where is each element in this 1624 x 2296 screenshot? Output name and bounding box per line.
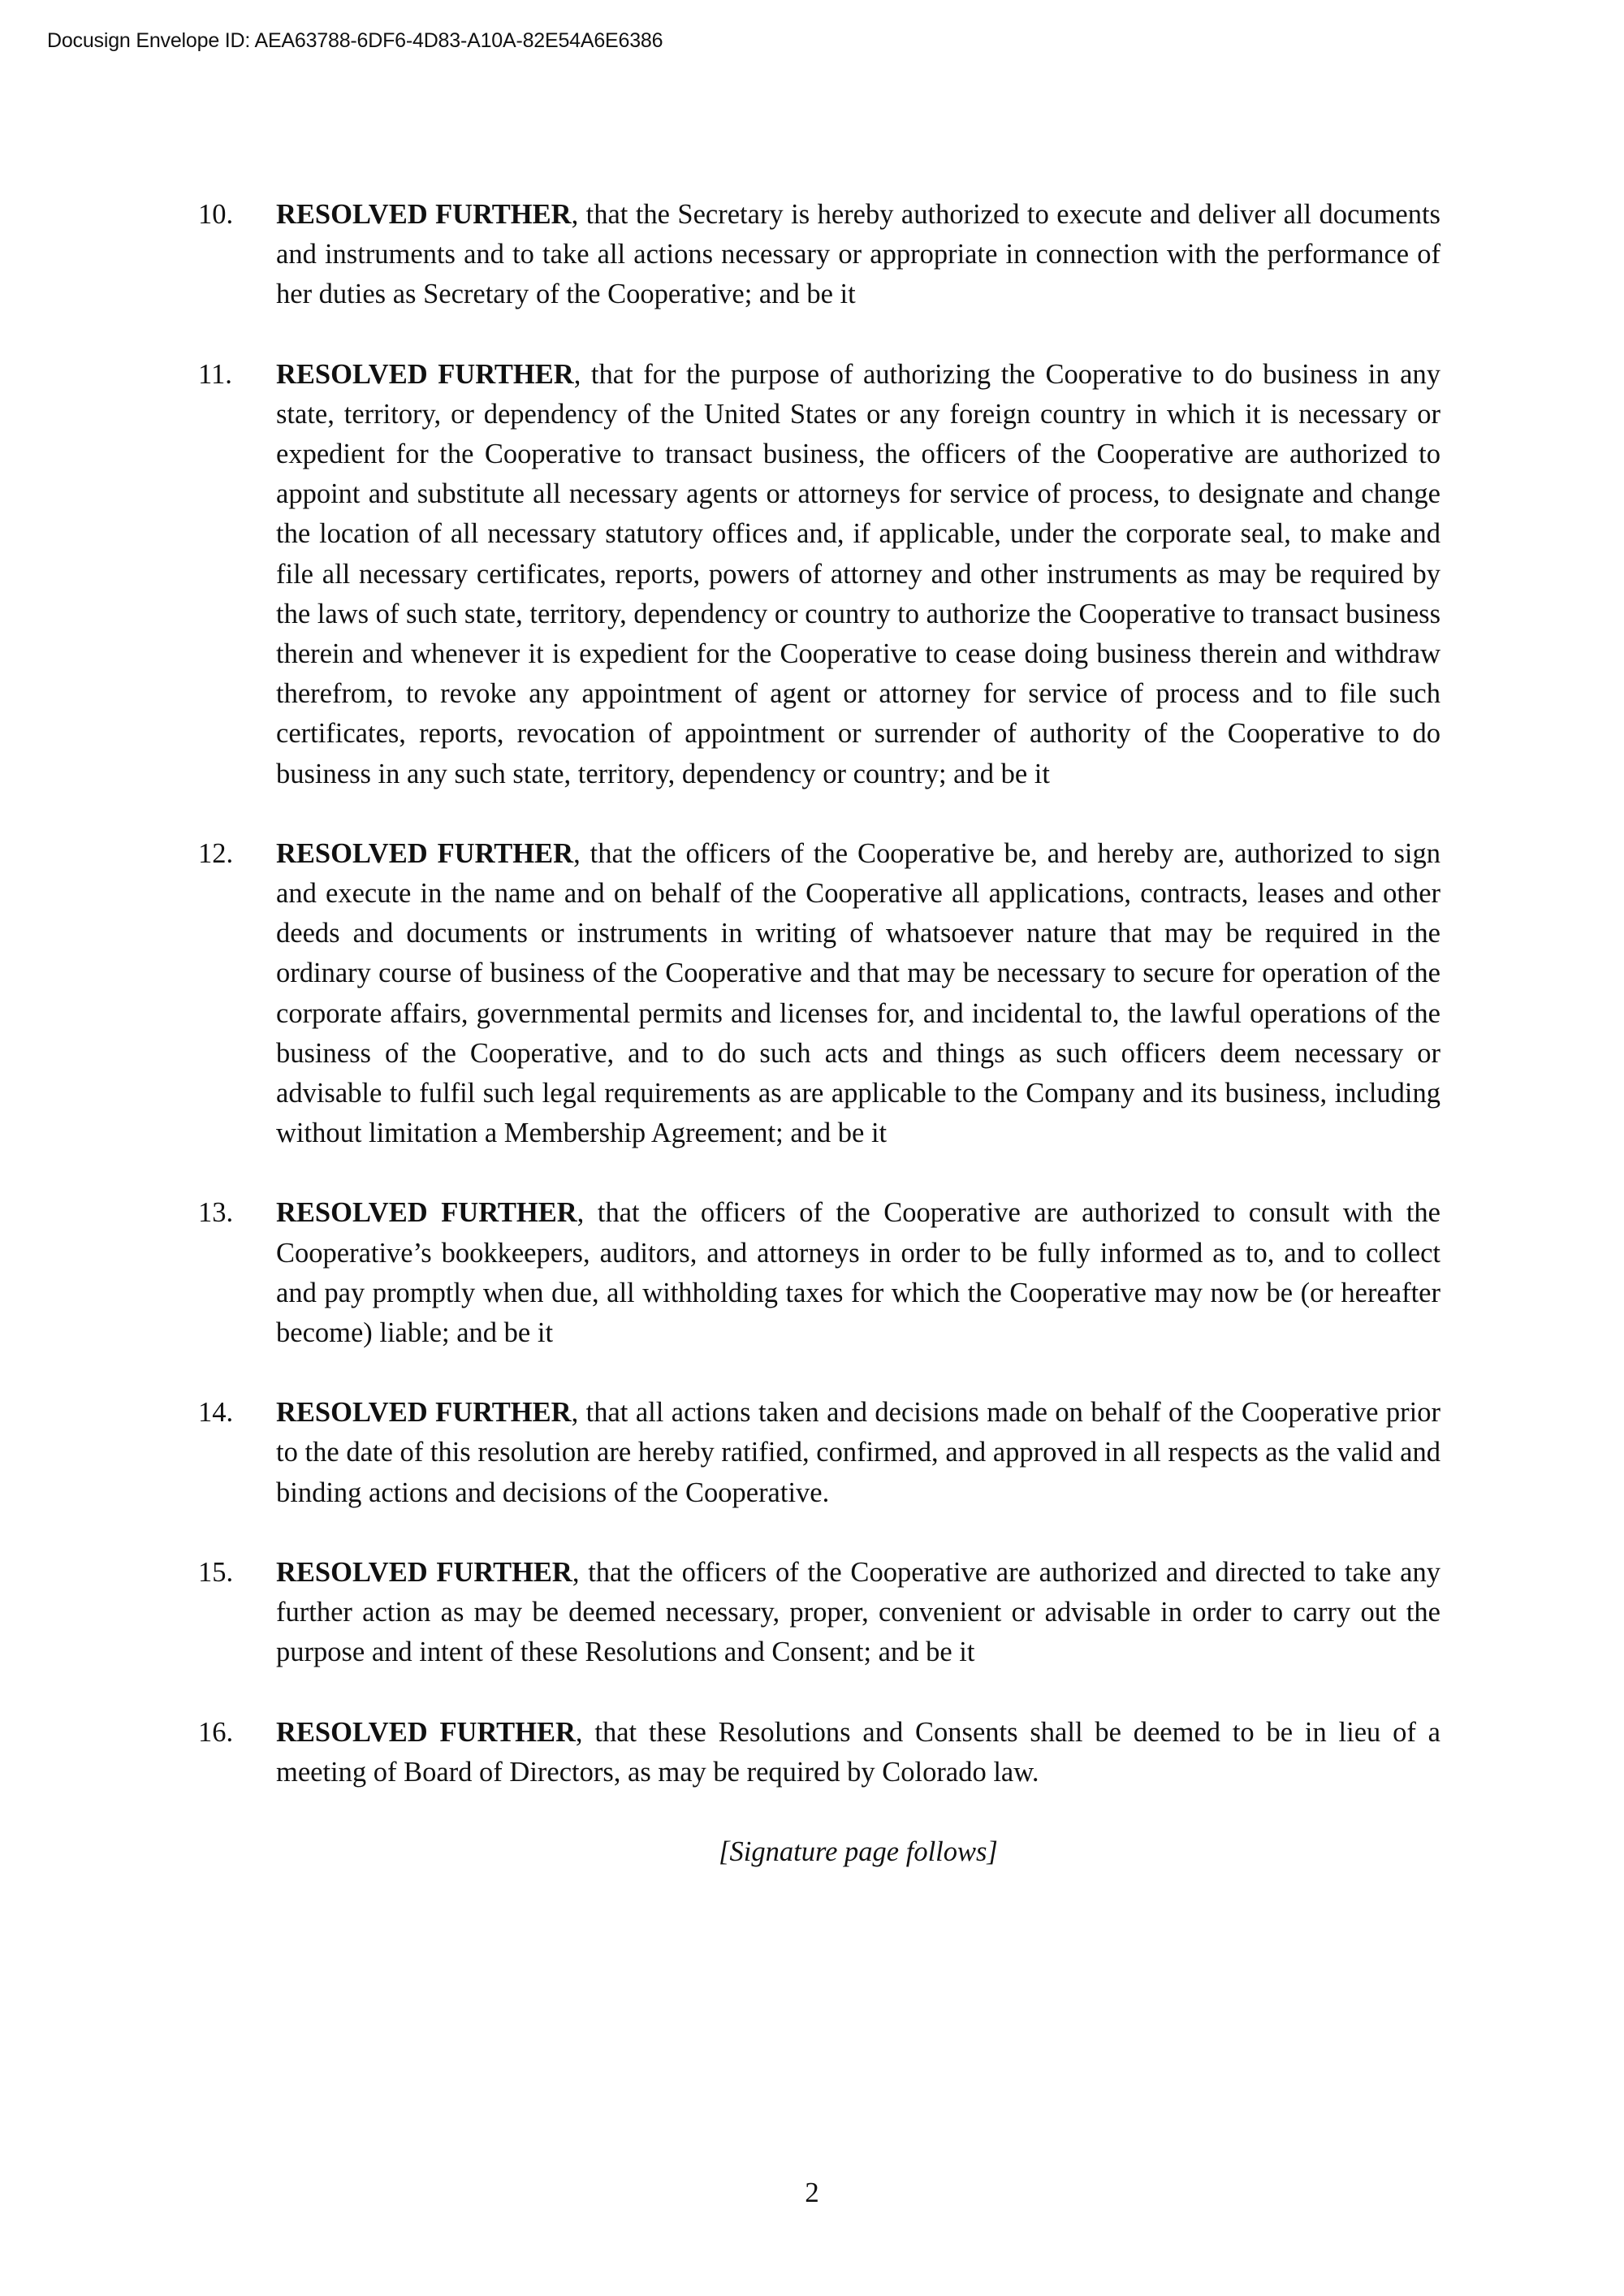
resolution-text: , that these Resolutions and Consents shall be deemed to be in lieu of a meeting of Board of Directors, as may be required by Colorado law. <box>276 1716 1440 1788</box>
resolution-lead: RESOLVED FURTHER <box>276 1397 572 1429</box>
resolution-text: , that the officers of the Cooperative are authorized and directed to take any further action as may be deemed necessary, proper, convenient or advisable in order to carry out the purpose and intent of these Resolutions and Consent; and be it <box>276 1556 1440 1668</box>
resolution-lead: RESOLVED FURTHER <box>276 1556 572 1588</box>
resolution-number: 14. <box>198 1397 234 1429</box>
signature-page-note: [Signature page follows] <box>719 1836 998 1867</box>
resolution-item-12 <box>198 834 1440 1154</box>
resolution-lead: RESOLVED FURTHER <box>276 1716 576 1748</box>
resolution-number: 11. <box>198 358 232 390</box>
resolution-lead: RESOLVED FURTHER <box>276 837 574 869</box>
resolution-text: , that all actions taken and decisions made on behalf of the Cooperative prior to the date of this resolution are hereby ratified, confirmed, and approved in all respects as the valid and binding actions and decisions of the Cooperative. <box>276 1397 1440 1508</box>
resolution-number: 16. <box>198 1716 234 1748</box>
resolution-lead: RESOLVED FURTHER <box>276 1197 577 1229</box>
resolution-item-14 <box>198 1393 1440 1513</box>
resolutions-list <box>198 195 1440 1872</box>
resolution-number: 13. <box>198 1197 234 1229</box>
resolution-lead: RESOLVED FURTHER <box>276 358 574 390</box>
resolution-item-15 <box>198 1553 1440 1673</box>
resolution-text: , that for the purpose of authorizing the Cooperative to do business in any state, territory, or dependency of the United States or any foreign country in which it is necessary or expedient for the Cooperative to transact business, the officers of the Cooperative are authorized to appoint and substitute all necessary agents or attorneys for service of process, to designate and change the location of all necessary statutory offices and, if applicable, under the corporate seal, to make and file all necessary certificates, reports, powers of attorney and other instruments as may be required by the laws of such state, territory, dependency or country to authorize the Cooperative to transact business therein and whenever it is expedient for the Cooperative to cease doing business therein and withdraw therefrom, to revoke any appointment of agent or attorney for service of process and to file such certificates, reports, revocation of appointment or surrender of authority of the Cooperative to do business in any such state, territory, dependency or country; and be it <box>276 358 1440 789</box>
resolution-body <box>276 195 1440 315</box>
resolution-item-11 <box>198 355 1440 794</box>
resolution-body <box>276 1193 1440 1353</box>
resolution-body <box>276 1393 1440 1513</box>
envelope-id-header: Docusign Envelope ID: AEA63788-6DF6-4D83-A10A-82E54A6E6386 <box>47 29 663 52</box>
resolution-text: , that the officers of the Cooperative be, and hereby are, authorized to sign and execute in the name and on behalf of the Cooperative all applications, contracts, leases and other deeds and documents or instruments in writing of whatsoever nature that may be required in the ordinary course of business of the Cooperative and that may be necessary to secure for operation of the corporate affairs, governmental permits and licenses for, and incidental to, the lawful operations of the business of the Cooperative, and to do such acts and things as such officers deem necessary or advisable to fulfil such legal requirements as are applicable to the Company and its business, including without limitation a Membership Agreement; and be it <box>276 837 1440 1149</box>
resolution-item-10 <box>198 195 1440 315</box>
resolution-number: 12. <box>198 837 234 869</box>
resolution-item-16 <box>198 1713 1440 1792</box>
resolution-number: 10. <box>198 199 234 230</box>
resolution-body <box>276 1713 1440 1792</box>
resolution-text: , that the Secretary is hereby authorized to execute and deliver all documents and instruments and to take all actions necessary or appropriate in connection with the performance of her duties as Secretary of the Cooperative; and be it <box>276 199 1440 310</box>
resolution-body <box>276 834 1440 1154</box>
page-number: 2 <box>805 2177 819 2208</box>
resolution-body <box>276 1553 1440 1673</box>
resolution-text: , that the officers of the Cooperative are authorized to consult with the Cooperative’s bookkeepers, auditors, and attorneys in order to be fully informed as to, and to collect and pay promptly when due, all withholding taxes for which the Cooperative may now be (or hereafter become) liable; and be it <box>276 1197 1440 1349</box>
resolution-item-13 <box>198 1193 1440 1353</box>
resolution-lead: RESOLVED FURTHER <box>276 199 572 230</box>
resolution-body <box>276 355 1440 794</box>
resolution-number: 15. <box>198 1556 234 1588</box>
